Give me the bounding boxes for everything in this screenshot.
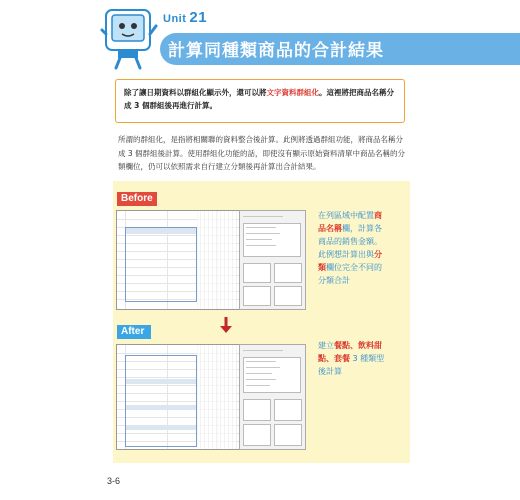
page-title: 計算同種類商品的合計結果 [168, 41, 384, 61]
after-note [318, 339, 388, 378]
down-arrow-icon [220, 317, 232, 333]
unit-number: 21 [189, 9, 208, 26]
before-field-list-pane [239, 210, 306, 310]
intro-part1: 除了讓日期資料以群組化顯示外，還可以將 [124, 88, 267, 97]
intro-part2: 。這裡將把商品名稱分成 3 個群組後再進行計算。 [124, 88, 394, 110]
intro-text [124, 86, 396, 112]
after-note-p1: 建立 [318, 341, 334, 350]
before-note-p2: 欄，計算各商品的銷售金額。此例想計算出與 [318, 224, 382, 259]
before-note-p1: 在列區域中配置 [318, 211, 374, 220]
page-number: 3-6 [107, 476, 121, 486]
unit-label [163, 9, 207, 26]
after-field-list-pane [239, 344, 306, 450]
after-note-groups: 餐點、飲料甜點、套餐 [318, 341, 382, 363]
intro-box [115, 79, 405, 123]
intro-highlight: 文字資料群組化 [266, 88, 319, 97]
before-tag: Before [117, 192, 157, 206]
mascot-robot-icon [100, 4, 158, 70]
body-paragraph: 所謂的群組化，是指將相關聯的資料整合後計算。此例將透過群組功能，將商品名稱分成 3 個群組後計算。使用群組化功能的話，即使沒有顯示原始資料清單中商品名稱的分類欄位，仍可以依照需求自行建立分類後再計算出合計結果。 [118, 135, 406, 171]
after-note-p2: 3 種類型後計算 [318, 354, 385, 376]
after-tag: After [117, 325, 151, 339]
before-note-field: 商品名稱 [318, 211, 382, 233]
unit-word: Unit [163, 13, 187, 25]
before-note-p3: 欄位完全不同的分類合計 [318, 263, 382, 285]
before-note [318, 209, 388, 287]
before-note-highlight: 分類 [318, 250, 382, 272]
